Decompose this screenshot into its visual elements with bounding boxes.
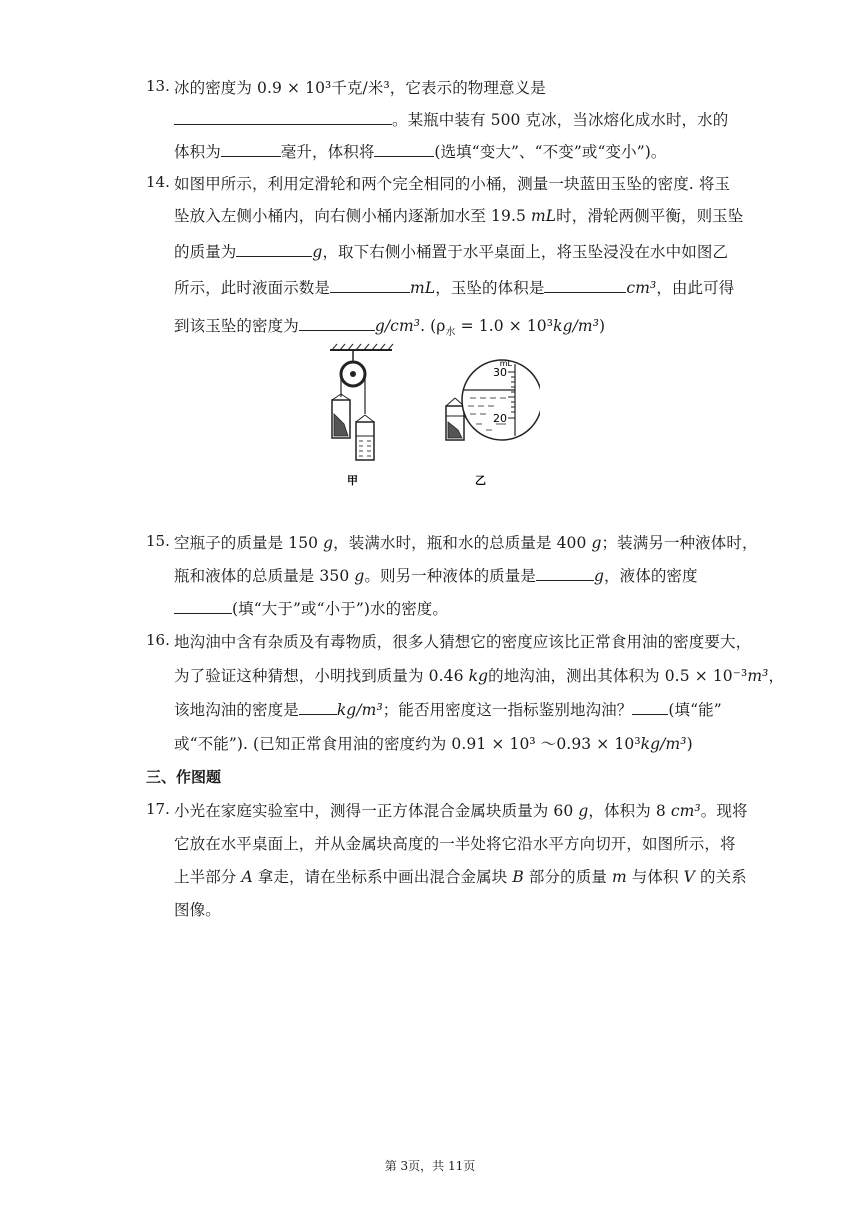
magnified-scale (462, 359, 540, 440)
q14-line-3: 的质量为 g，取下右侧小桶置于水平桌面上，将玉坠浸没在水中如图乙 (174, 243, 729, 261)
answer-blank[interactable] (221, 142, 281, 157)
answer-blank[interactable] (544, 278, 626, 293)
scale-mark-20: 20 (493, 412, 507, 425)
q17-line-3: 上半部分 A 拿走，请在坐标系中画出混合金属块 B 部分的质量 m 与体积 V 的关系 (174, 868, 747, 886)
q15-line-3: (填“大于”或“小于”)水的密度。 (174, 597, 448, 619)
q15-line-1: 空瓶子的质量是 150 g，装满水时，瓶和水的总质量是 400 g；装满另一种液体时， (174, 534, 758, 552)
figure-label-yi: 乙 (475, 474, 486, 487)
figure-label-jia: 甲 (347, 474, 358, 487)
section-heading: 三、作图题 (146, 768, 222, 786)
page-footer: 第 3页，共 11页 (384, 1159, 476, 1173)
left-bucket (332, 394, 350, 438)
question-number: 15. (146, 532, 170, 550)
question-number: 17. (146, 800, 170, 818)
answer-blank[interactable] (174, 110, 392, 125)
q17-line-1: 小光在家庭实验室中，测得一正方体混合金属块质量为 60 g，体积为 8 cm³。现将 (174, 802, 748, 820)
answer-blank[interactable] (299, 316, 375, 331)
answer-blank[interactable] (632, 700, 668, 715)
q13-line-3: 体积为 毫升，体积将 (选填“变大”、“不变”或“变小”)。 (174, 143, 667, 161)
question-number: 13. (146, 77, 170, 95)
q17-line-2: 它放在水平桌面上，并从金属块高度的一半处将它沿水平方向切开，如图所示，将 (174, 835, 736, 853)
q16-line-2: 为了验证这种猜想，小明找到质量为 0.46 kg的地沟油，测出其体积为 0.5 × 10⁻³m³， (174, 667, 785, 685)
q16-line-3: 该地沟油的密度是 kg/m³；能否用密度这一指标鉴别地沟油？ (填“能” (174, 701, 722, 719)
answer-blank[interactable] (536, 566, 594, 581)
q14-line-1: 如图甲所示，利用定滑轮和两个完全相同的小桶，测量一块蓝田玉坠的密度. 将玉 (174, 175, 731, 193)
question-number: 16. (146, 631, 170, 649)
answer-blank[interactable] (236, 242, 312, 257)
q14-line-5: 到该玉坠的密度为 g/cm³. $(\rho_水 = 1.0 \times 10^3kg/m^3)$ (174, 317, 606, 339)
right-bucket (356, 415, 374, 460)
q16-line-4: 或“不能”). (已知正常食用油的密度约为 0.91 × 10³ ～0.93 × 10³kg/m³) (174, 735, 693, 753)
q14-line-2: 坠放入左侧小桶内，向右侧小桶内逐渐加水至 19.5 mL时，滑轮两侧平衡，则玉坠 (174, 207, 744, 225)
q13-line-2: 。某瓶中装有 500 克冰，当冰熔化成水时，水的 (174, 108, 728, 130)
q14-line-4: 所示，此时液面示数是 mL，玉坠的体积是 cm³，由此可得 (174, 279, 735, 297)
q13-line-1: 冰的密度为 0.9 × 10³千克/米³，它表示的物理意义是 (174, 79, 546, 97)
scale-mark-30: 30 (493, 366, 507, 379)
answer-blank[interactable] (374, 142, 434, 157)
q15-line-2: 瓶和液体的总质量是 350 g。则另一种液体的质量是 g，液体的密度 (174, 567, 698, 585)
q17-line-4: 图像。 (174, 901, 221, 919)
ceiling-support (330, 344, 393, 362)
answer-blank[interactable] (330, 278, 410, 293)
fixed-pulley (341, 362, 365, 386)
question-number: 14. (146, 173, 170, 191)
q16-line-1: 地沟油中含有杂质及有毒物质，很多人猜想它的密度应该比正常食用油的密度要大， (174, 633, 752, 651)
scale-unit-label: mL (499, 359, 512, 368)
answer-blank[interactable] (174, 599, 232, 614)
q14-figure (310, 342, 540, 492)
answer-blank[interactable] (299, 700, 337, 715)
